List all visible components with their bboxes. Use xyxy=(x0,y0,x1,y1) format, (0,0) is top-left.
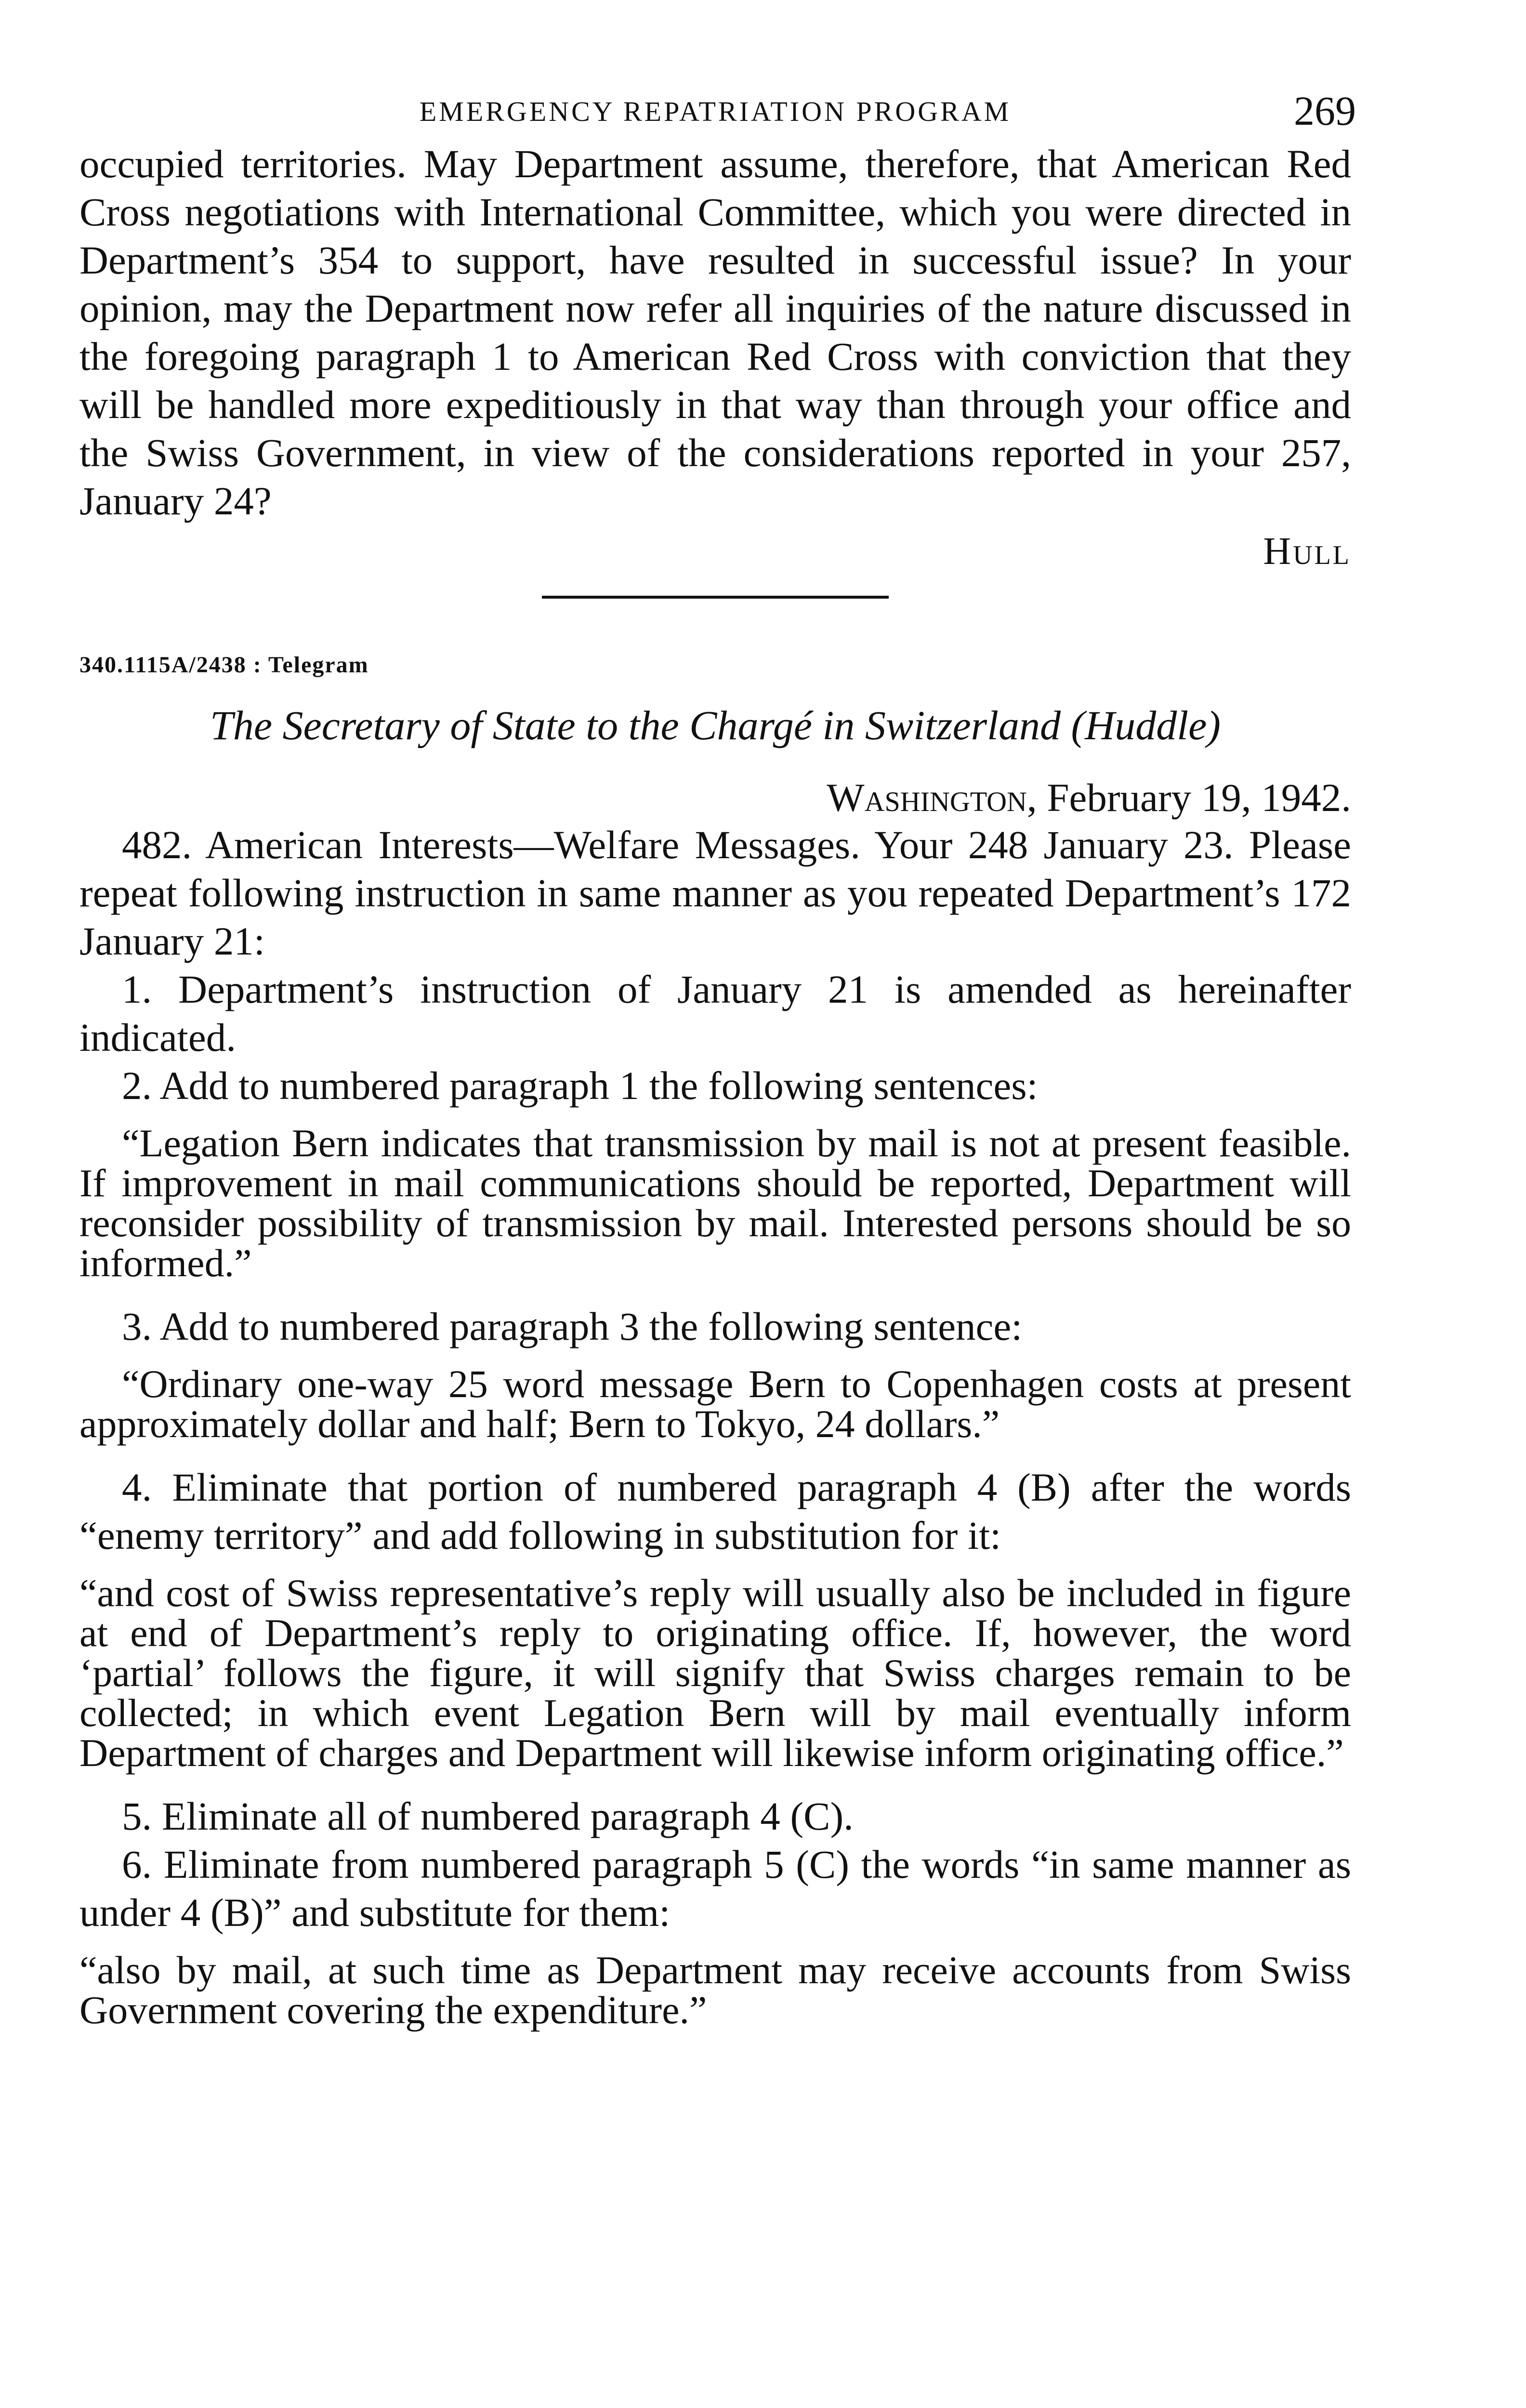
running-title: EMERGENCY REPATRIATION PROGRAM xyxy=(419,96,1012,127)
continuation-paragraph: occupied territories. May Department assume, therefore, that American Red Cross negotiations with International Committee, which you were directed in Department’s 354 to support, have resulted in successful issue? In your opinion, may the Department now refer all inquiries of the nature discussed in the foregoing paragraph 1 to American Red Cross with conviction that they will be handled more expeditiously in that way than through your office and the Swiss Government, in view of the considerations reported in your 257, January 24? xyxy=(79,142,1351,523)
item-6: 6. Eliminate from numbered paragraph 5 (C) the words “in same manner as under 4 (B)” and substitute for them: xyxy=(79,1842,1351,1935)
dateline-date: , February 19, 1942. xyxy=(1026,775,1351,820)
running-header xyxy=(79,87,1356,140)
paragraph-482: 482. American Interests—Welfare Messages. Your 248 January 23. Please repeat following instruction in same manner as you repeated Department’s 172 January 21: xyxy=(79,823,1351,963)
item-1: 1. Department’s instruction of January 21 is amended as hereinafter indicated. xyxy=(79,967,1351,1060)
page-number: 269 xyxy=(1294,88,1356,134)
dateline xyxy=(79,774,1351,821)
quote-item-4: “and cost of Swiss representative’s reply will usually also be included in figure at end of Department’s reply to originating office. If, however, the word ‘partial’ follows the figure, it will signify that Swiss charges remain to be collected; in which event Legation Bern will by mail eventually inform Department of charges and Department will likewise inform originating office.” xyxy=(79,1571,1351,1775)
dateline-place: Washington xyxy=(827,775,1027,820)
item-2: 2. Add to numbered paragraph 1 the following sentences: xyxy=(122,1063,1038,1108)
document-title: The Secretary of State to the Chargé in Switzerland (Huddle) xyxy=(210,702,1221,748)
item-3: 3. Add to numbered paragraph 3 the following sentence: xyxy=(122,1304,1023,1348)
section-divider xyxy=(542,596,889,599)
page xyxy=(79,87,1356,2032)
item-5: 5. Eliminate all of numbered paragraph 4 (C). xyxy=(122,1794,854,1838)
item-4: 4. Eliminate that portion of numbered paragraph 4 (B) after the words “enemy territory” and add following in substitution for it: xyxy=(79,1465,1351,1557)
quote-item-3: “Ordinary one-way 25 word message Bern to Copenhagen costs at present approximately dollar and half; Bern to Tokyo, 24 dollars.” xyxy=(79,1362,1351,1446)
signature: Hull xyxy=(1263,530,1351,573)
quote-item-6: “also by mail, at such time as Department may receive accounts from Swiss Government covering the expenditure.” xyxy=(79,1948,1351,2032)
quote-item-2: “Legation Bern indicates that transmission by mail is not at present feasible. If improvement in mail communications should be reported, Department will reconsider possibility of transmission by mail. Interested persons should be so informed.” xyxy=(79,1121,1351,1285)
file-reference: 340.1115A/2438 : Telegram xyxy=(79,652,369,678)
